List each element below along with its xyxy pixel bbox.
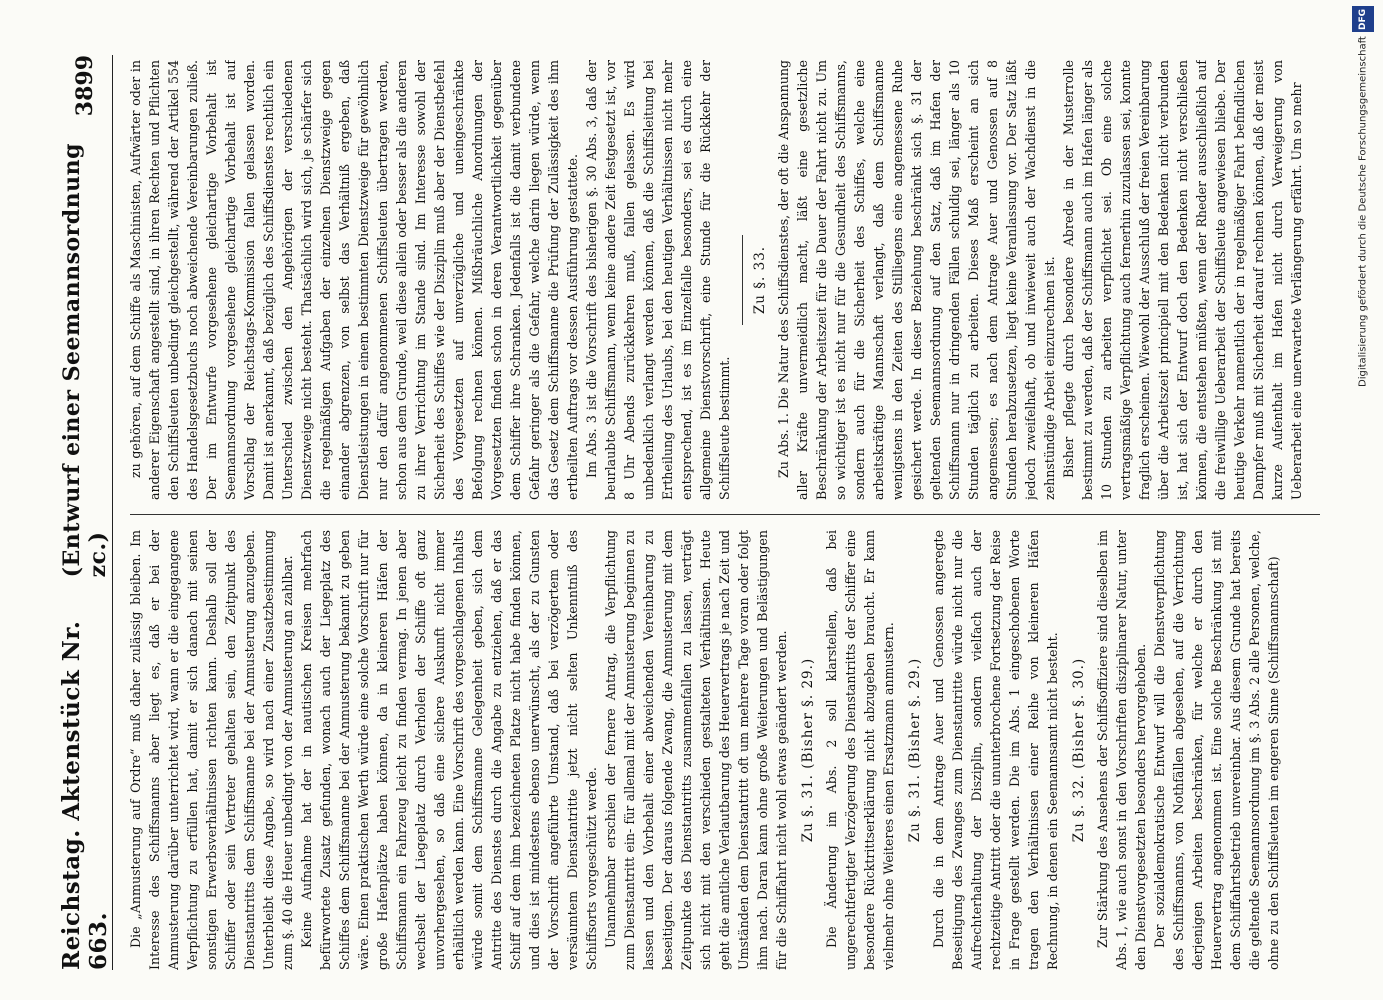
paragraph: Im Abs. 3 ist die Vorschrift des bisherigen §. 30 Abs. 3, daß der beurlaubte Schiffsmann, wenn keine andere Zeit festgesetzt ist, vor 8 Uhr Abends zurückkehren muß, fallen gelassen. Es wird unbedenklich verlangt werden können, daß die Schiffsleitung bei Ertheilung des Urlaubs, bei den heutigen Verhältnissen nicht mehr entsprechend, ist es im Einzelfalle besonders, sei es durch eine allgemeine Dienstvorschrift, eine Stunde für die Rückkehr der Schiffsleute bestimmt. — [584, 60, 732, 500]
dfg-logo-badge: DFG — [1352, 6, 1374, 32]
section-separator — [742, 235, 743, 325]
digitization-credit: Digitalisierung gefördert durch die Deutsche Forschungsgemeinschaft — [1357, 36, 1369, 387]
paragraph: Unannehmbar erschien der fernere Antrag, die Verpflichtung zum Dienstantritt ein- für allemal mit der Anmusterung beginnen zu lassen und den Vorbehalt einer abweichenden Vereinbarung zu beseitigen. Der daraus folgende Zwang, die Anmusterung mit dem Zeitpunkte des Dienstantritts zusammenfallen zu lassen, verträgt sich nicht mit den verschieden gestalteten Verhältnissen. Heute geht die amtliche Verlautbarung des Heuervertrags je nach Zeit und Umständen dem Dienstantritt oft um mehrere Tage voran oder folgt ihm nach. Daran kann ohne große Weiterungen und Belästigungen für die Schiffahrt nicht wohl etwas geändert werden. — [603, 530, 789, 970]
left-text-column — [126, 530, 1326, 970]
paragraph: Die Änderung im Abs. 2 soll klarstellen, daß bei ungerechtfertigter Verzögerung des Dienstantritts der Schiffer eine besondere Rücktrittserklärung nicht abzugeben braucht. Er kann vielmehr ohne Weiteres einen Ersatzmann anmustern. — [824, 530, 896, 970]
header-rule — [112, 55, 113, 970]
section-heading: Zu §. 32. (Bisher §. 30.) — [1071, 657, 1087, 843]
section-heading: Zu §. 31. (Bisher §. 29.) — [907, 657, 923, 843]
running-header — [60, 55, 110, 970]
header-subtitle: (Entwurf einer Seemannsordnung zc.) — [59, 143, 111, 578]
paragraph: Zur Stärkung des Ansehens der Schiffsoffiziere sind dieselben im Abs. 1, wie auch sonst in den Vorschriften disziplinarer Natur, unter den Dienstvorgesetzten besonders hervorgehoben. — [1095, 530, 1148, 970]
column-divider — [130, 514, 1320, 515]
paragraph: Zu Abs. 1. Die Natur des Schiffsdienstes, der oft die Anspannung aller Kräfte unvermeidlich macht, läßt eine gesetzliche Beschränkung der Arbeitszeit für die Dauer der Fahrt nicht zu. Um so wichtiger ist es nicht nur für die Gesundheit des Schiffsmanns, sondern auch für die Sicherheit des Schiffes, welche eine arbeitskräftige Mannschaft verlangt, daß dem Schiffsmanne wenigstens in den Zeiten des Stilliegens eine angemessene Ruhe gesichert werde. In dieser Beziehung beschränkt sich §. 31 der geltenden Seemannsordnung auf den Satz, daß im Hafen der Schiffsmann nur in dringenden Fällen schuldig sei, länger als 10 Stunden täglich zu arbeiten. Dieses Maß erscheint an sich angemessen; es nach dem Antrage Auer und Genossen auf 8 Stunden herabzusetzen, liegt keine Veranlassung vor. Der Satz läßt jedoch zweifelhaft, ob und inwieweit auch der Wachdienst in die zehnstündige Arbeit einzurechnen ist. — [776, 60, 1057, 500]
header-title: Reichstag. Aktenstück Nr. 663. — [58, 620, 112, 970]
paragraph: zu gehören, auf dem Schiffe als Maschinisten, Aufwärter oder in anderer Eigenschaft angestellt sind, in ihren Rechten und Pflichten den Schiffsleuten unbedingt gleichgestellt, während der Artikel 554 des Handelsgesetzbuchs noch abweichende Vereinbarungen zuließ. Der im Entwurfe vorgesehene gleichartige Vorbehalt ist Seemannsordnung vorgesehene gleichartige Vorbehalt ist auf Vorschlag der Reichstags-Kommission fallen gelassen worden. Damit ist anerkannt, daß bezüglich des Schiffsdienstes rechtlich ein Unterschied zwischen den Angehörigen der verschiedenen Dienstzweige nicht besteht. Thatsächlich wird sich, je schärfer sich die regelmäßigen Aufgaben der einzelnen Dienstzweige gegen einander abgrenzen, von selbst das Verhältniß ergeben, daß Dienstleistungen in einem bestimmten Dienstzweige für gewöhnlich nur den dafür angenommenen Schiffsleuten übertragen werden, schon aus dem Grunde, weil diese allein oder besser als die anderen zu ihrer Verrichtung im Stande sind. Im Interesse sowohl der Sicherheit des Schiffes wie der Disziplin muß aber der Dienstbefehl des Vorgesetzten auf unverzügliche und uneingeschränkte Befolgung rechnen können. Mißbräuchliche Anordnungen der Vorgesetzten finden schon in deren Verantwortlichkeit gegenüber dem Schiffer ihre Schranken. Jedenfalls ist die damit verbundene Gefahr geringer als die Gefahr, welche darin liegen würde, wenn das Gesetz dem Schiffsmanne die Prüfung der Zulässigkeit des ihm ertheilten Auftrags vor dessen Ausführung gestattete. — [128, 60, 580, 500]
paragraph: Der sozialdemokratische Entwurf will die Dienstverpflichtung des Schiffsmanns, von Nothfällen abgesehen, auf die Verrichtung derjenigen Arbeiten beschränken, für welche er durch den Heuervertrag angenommen ist. Eine solche Beschränkung ist mit dem Schiffahrtsbetrieb unvereinbar. Aus diesem Grunde hat bereits die geltende Seemannsordnung im §. 3 Abs. 2 alle Personen, welche, ohne zu den Schiffsleuten im engeren Sinne (Schiffsmannschaft) — [1152, 530, 1281, 970]
right-text-column — [126, 60, 1326, 500]
section-heading: Zu §. 31. (Bisher §. 29.) — [800, 657, 816, 843]
paragraph: Keine Aufnahme hat der in nautischen Kreisen mehrfach befürwortete Zusatz gefunden, wonach auch der Liegeplatz des Schiffes dem Schiffsmanne bei der Anmusterung bekannt zu geben wäre. Einen praktischen Werth würde eine solche Vorschrift nur für große Hafenplätze haben können, da in kleineren Häfen der Schiffsmann ein Fahrzeug leicht zu finden vermag. In jenen aber wechselt der Liegeplatz durch Verholen der Schiffe oft ganz unvorhergesehen, so daß eine sichere Auskunft nicht immer erhältlich werden kann. Eine Vorschrift des vorgeschlagenen Inhalts würde somit dem Schiffsmanne Gelegenheit geben, sich dem Antritte des Dienstes durch die Angabe zu entziehen, daß er das Schiff auf dem ihm bezeichneten Platze nicht habe finden können, und dies ist mindestens ebenso unerwünscht, als der zu Gunsten der Vorschrift angeführte Umstand, daß bei verzögertem oder versäumtem Dienstantritte jetzt nicht selten Unkenntniß des Schiffsorts vorgeschützt werde. — [299, 530, 599, 970]
page-number: 3899 — [72, 55, 98, 117]
paragraph: Bisher pflegte durch besondere Abrede in der Musterrolle bestimmt zu werden, daß der Schiffsmann auch im Hafen länger als 10 Stunden zu arbeiten verpflichtet sei. Ob eine solche vertragsmäßige Verpflichtung auch fernerhin zuzulassen sei, konnte fraglich erscheinen. Wiewohl der Ausschluß der freien Vereinbarung über die Arbeitszeit principiell mit den Bedenken nicht verbunden ist, hat sich der Entwurf doch den Bedenken nicht verschließen können, die entstehen müßten, wenn der Rheder ausschließlich auf die freiwillige Ueberarbeit der Schiffsleute angewiesen bliebe. Der heutige Verkehr namentlich der in regelmäßiger Fahrt befindlichen Dampfer muß mit Sicherheit darauf rechnen können, daß der meist kurze Aufenthalt im Hafen nicht durch Verweigerung von Ueberarbeit eine unerwartete Verlängerung erfährt. Um so mehr — [1061, 60, 1304, 500]
section-heading: Zu §. 33. — [752, 245, 768, 315]
paragraph: Durch die in dem Antrage Auer und Genossen angeregte Beseitigung des Zwanges zum Dienstantritte würde nicht nur die Aufrechterhaltung der Disziplin, sondern vielfach auch der rechtzeitige Antritt oder die ununterbrochene Fortsetzung der Reise in Frage gestellt werden. Die im Abs. 1 eingeschobenen Worte tragen den Verhältnissen einer Reihe von kleineren Häfen Rechnung, in denen ein Seemannsamt nicht besteht. — [931, 530, 1060, 970]
page-content — [60, 55, 1340, 970]
paragraph: Die „Anmusterung auf Ordre“ muß daher zulässig bleiben. Im Interesse des Schiffsmanns aber liegt es, daß er bei der Anmusterung darüber unterrichtet wird, wann er die eingegangene Verpflichtung zu erfüllen hat, damit er sich danach mit seinen sonstigen Erwerbsverhältnissen richten kann. Deshalb soll der Schiffer oder sein Vertreter gehalten sein, den Zeitpunkt des Dienstantritts dem Schiffsmanne bei der Anmusterung anzugeben. Unterbleibt diese Angabe, so wird nach einer Zusatzbestimmung zum §. 40 die Heuer unbedingt von der Anmusterung an zahlbar. — [128, 530, 295, 970]
